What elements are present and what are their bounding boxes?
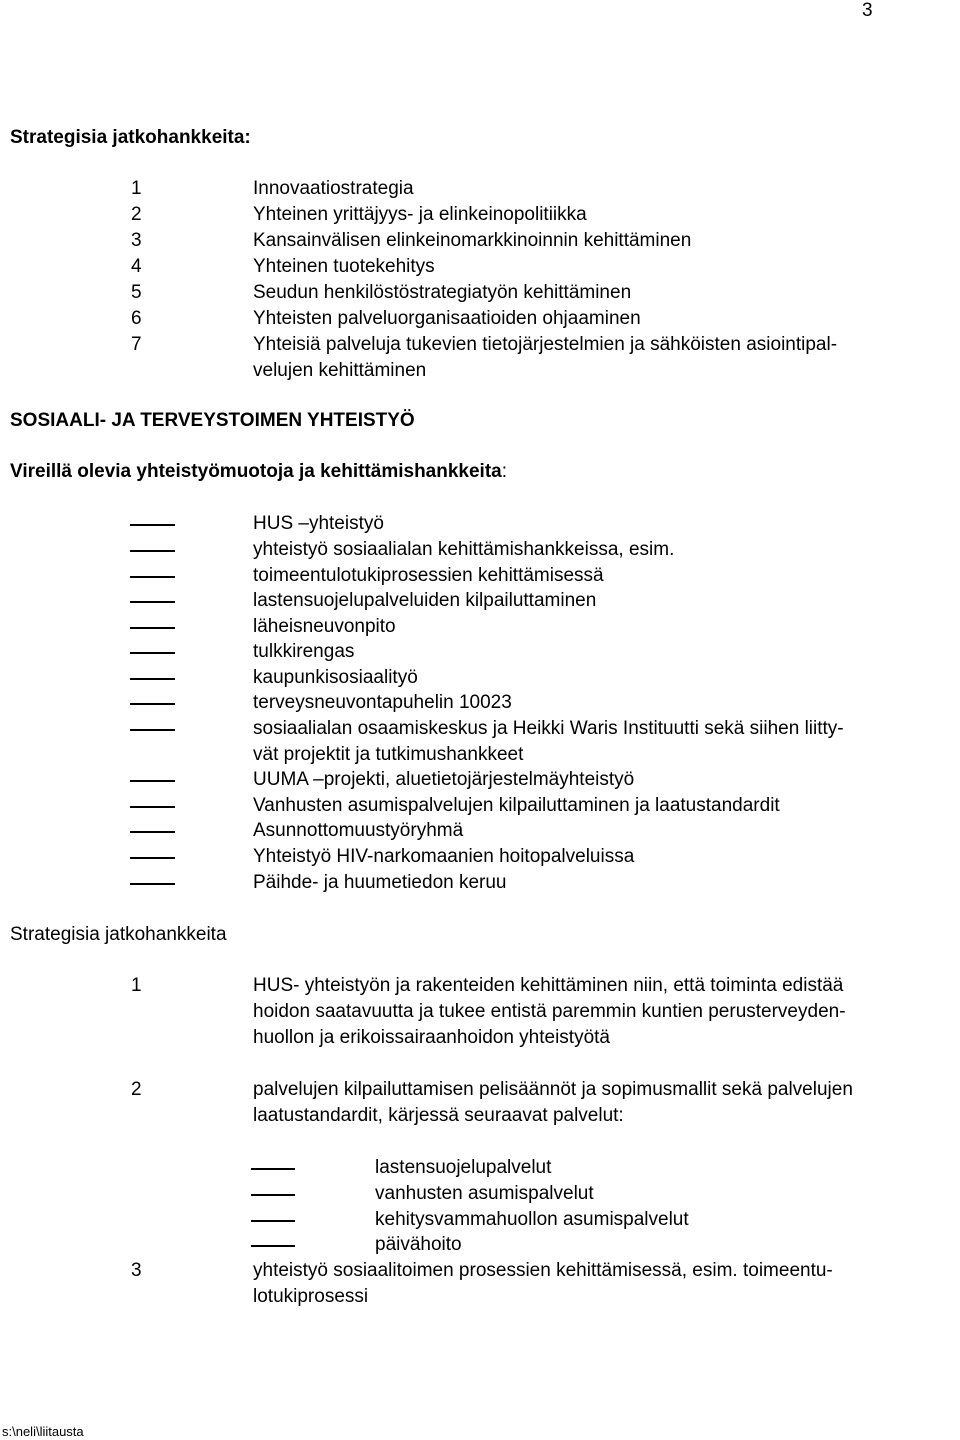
- section-title: SOSIAALI- JA TERVEYSTOIMEN YHTEISTYÖ: [10, 410, 415, 431]
- dash-list-item: läheisneuvonpito: [253, 616, 396, 637]
- dash-marker: [130, 627, 175, 629]
- dash-marker: [130, 857, 175, 859]
- list-text: HUS- yhteistyön ja rakenteiden kehittäminen niin, että toiminta edistää: [253, 975, 844, 996]
- list-number: 4: [131, 256, 142, 277]
- list-text: Yhteisten palveluorganisaatioiden ohjaaminen: [253, 308, 641, 329]
- list-text: Kansainvälisen elinkeinomarkkinoinnin kehittäminen: [253, 230, 692, 251]
- list-item: [0, 203, 960, 227]
- list-text: yhteistyö sosiaalitoimen prosessien kehittämisessä, esim. toimeentu-: [253, 1260, 833, 1281]
- dash-list-item: yhteistyö sosiaalialan kehittämishankkeissa, esim.: [253, 539, 675, 560]
- heading-strategic-projects-2: Strategisia jatkohankkeita: [10, 924, 227, 945]
- dash-list-item: UUMA –projekti, aluetietojärjestelmäyhteistyö: [253, 769, 635, 790]
- subheading-colon: :: [501, 461, 508, 482]
- dash-list-item: tulkkirengas: [253, 641, 355, 662]
- list-text: lotukiprosessi: [253, 1286, 369, 1307]
- list-text: laatustandardit, kärjessä seuraavat palvelut:: [253, 1105, 624, 1126]
- dash-list-item: lastensuojelupalveluiden kilpailuttaminen: [253, 590, 597, 611]
- sub-dash-marker: [251, 1245, 295, 1247]
- list-text: Yhteinen yrittäjyys- ja elinkeinopolitiikka: [253, 204, 587, 225]
- dash-list-item: sosiaalialan osaamiskeskus ja Heikki Waris Instituutti sekä siihen liitty-: [253, 718, 844, 739]
- dash-marker: [130, 652, 175, 654]
- list-item: [0, 255, 960, 279]
- list-number: 3: [131, 230, 142, 251]
- list-number: 2: [131, 204, 142, 225]
- list-item: [0, 333, 960, 357]
- list-item-continuation: velujen kehittäminen: [253, 360, 427, 381]
- dash-marker: [130, 831, 175, 833]
- dash-list-item-continuation: vät projektit ja tutkimushankkeet: [253, 744, 524, 765]
- sub-dash-item: päivähoito: [375, 1234, 462, 1255]
- list-text: Innovaatiostrategia: [253, 178, 414, 199]
- list-item: [0, 281, 960, 305]
- dash-marker: [130, 883, 175, 885]
- dash-list-item: Asunnottomuustyöryhmä: [253, 820, 464, 841]
- dash-list-item: toimeentulotukiprosessien kehittämisessä: [253, 565, 604, 586]
- footer-path: s:\neli\liitausta: [2, 1424, 84, 1439]
- list-text: huollon ja erikoissairaanhoidon yhteistyötä: [253, 1027, 611, 1048]
- sub-dash-item: vanhusten asumispalvelut: [375, 1183, 594, 1204]
- subheading: [10, 460, 507, 484]
- dash-list-item: kaupunkisosiaalityö: [253, 667, 418, 688]
- sub-dash-marker: [251, 1220, 295, 1222]
- page-number: 3: [862, 0, 873, 21]
- dash-list-item: HUS –yhteistyö: [253, 513, 384, 534]
- dash-marker: [130, 524, 175, 526]
- list-item: [0, 229, 960, 253]
- list-number: 2: [131, 1079, 142, 1100]
- dash-list-item: terveysneuvontapuhelin 10023: [253, 692, 512, 713]
- list-item: [0, 307, 960, 331]
- dash-marker: [130, 780, 175, 782]
- list-number: 7: [131, 334, 142, 355]
- dash-marker: [130, 703, 175, 705]
- list-number: 1: [131, 178, 142, 199]
- dash-marker: [130, 729, 175, 731]
- list-text: Seudun henkilöstöstrategiatyön kehittäminen: [253, 282, 632, 303]
- subheading-text: Vireillä olevia yhteistyömuotoja ja kehittämishankkeita: [10, 461, 502, 482]
- list-text: palvelujen kilpailuttamisen pelisäännöt ja sopimusmallit sekä palvelujen: [253, 1079, 853, 1100]
- sub-dash-item: kehitysvammahuollon asumispalvelut: [375, 1209, 689, 1230]
- dash-list-item: Yhteistyö HIV-narkomaanien hoitopalveluissa: [253, 846, 635, 867]
- dash-marker: [130, 806, 175, 808]
- dash-list-item: Vanhusten asumispalvelujen kilpailuttaminen ja laatustandardit: [253, 795, 780, 816]
- list-text: Yhteisiä palveluja tukevien tietojärjestelmien ja sähköisten asiointipal-: [253, 334, 838, 355]
- dash-list-item: Päihde- ja huumetiedon keruu: [253, 872, 507, 893]
- list-item: [0, 177, 960, 201]
- dash-marker: [130, 678, 175, 680]
- dash-marker: [130, 576, 175, 578]
- heading-strategic-projects: Strategisia jatkohankkeita:: [10, 127, 251, 148]
- list-number: 5: [131, 282, 142, 303]
- sub-dash-marker: [251, 1194, 295, 1196]
- sub-dash-marker: [251, 1168, 295, 1170]
- list-number: 1: [131, 975, 142, 996]
- dash-marker: [130, 550, 175, 552]
- list-text: Yhteinen tuotekehitys: [253, 256, 435, 277]
- list-text: hoidon saatavuutta ja tukee entistä paremmin kuntien perusterveyden-: [253, 1001, 846, 1022]
- list-number: 3: [131, 1260, 142, 1281]
- sub-dash-item: lastensuojelupalvelut: [375, 1157, 552, 1178]
- list-number: 6: [131, 308, 142, 329]
- dash-marker: [130, 601, 175, 603]
